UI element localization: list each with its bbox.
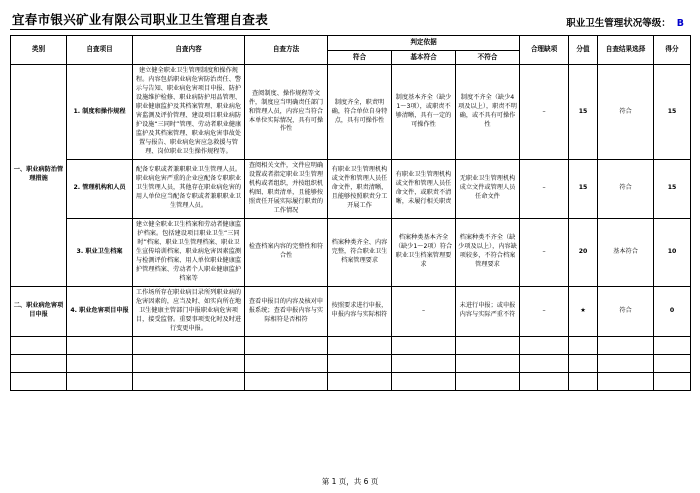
row-content: 建立健全职业卫生管理制度和操作规程。内容包括职业病危害防治责任、警示与告知、职业病危害项目申报、防护设施维护检修、职业病防护用品管理、职业健康监护及其档案管理、职业病危害监测及评价管理、建设项目职业病防护设施“三同时”管理、劳动者职业健康监护及其档案管理、职业病危害事故处置与报告、职业病危害应急救援与管理、岗位职业卫生操作规程等。 [133, 65, 245, 160]
empty-cell [328, 372, 392, 390]
page-footer: 第 1 页，共 6 页 [321, 477, 379, 486]
row-method: 查阅相关文件，文件应明确设置或者指定职业卫生管理机构或者组织，并按组织机构图、职责清单，且能够按照责任开展实际履行职责的工作情况 [245, 159, 328, 218]
table-row-empty [11, 354, 691, 372]
empty-cell [133, 354, 245, 372]
col-result-select: 自查结果选择 [598, 36, 654, 65]
empty-cell [245, 336, 328, 354]
empty-cell [11, 336, 67, 354]
col-criteria-group: 判定依据 [328, 36, 520, 51]
row-reasonable: – [520, 218, 569, 286]
empty-cell [67, 372, 133, 390]
row-content: 建立健全职业卫生档案和劳动者健康监护档案。包括建设项目职业卫生“三同时”档案、职业卫生管理档案、职业卫生宣传培训档案、职业病危害因素监测与检测评价档案、用人单位职业健康监护管理档案、劳动者个人职业健康监护档案等 [133, 218, 245, 286]
empty-cell [520, 354, 569, 372]
empty-cell [598, 354, 654, 372]
row-criteria-no: 无职业卫生管理机构成立文件或管理人员任命文件 [456, 159, 520, 218]
row-reasonable: – [520, 65, 569, 160]
self-check-table [10, 35, 691, 391]
empty-cell [569, 354, 598, 372]
row-category: 二、职业病危害项目申报 [11, 286, 67, 336]
empty-cell [598, 336, 654, 354]
empty-cell [456, 354, 520, 372]
row-final-score: 15 [654, 65, 691, 160]
row-final-score: 0 [654, 286, 691, 336]
row-final-score: 10 [654, 218, 691, 286]
page-title: 宜春市银兴矿业有限公司职业卫生管理自查表 [10, 12, 270, 30]
row-result-select[interactable]: 符合 [598, 65, 654, 160]
management-grade-value: B [676, 18, 684, 29]
row-final-score: 15 [654, 159, 691, 218]
col-final-score: 得分 [654, 36, 691, 65]
row-criteria-ok: 制度齐全，职责明确，符合单位自身特点，具有可操作性 [328, 65, 392, 160]
empty-cell [328, 354, 392, 372]
empty-cell [328, 336, 392, 354]
empty-cell [67, 354, 133, 372]
empty-cell [654, 372, 691, 390]
empty-cell [67, 336, 133, 354]
empty-cell [598, 372, 654, 390]
empty-cell [654, 336, 691, 354]
row-criteria-no: 未进行申报；或申报内容与实际严重不符 [456, 286, 520, 336]
row-criteria-basic: 档案种类基本齐全（缺少1～2项）符合职业卫生档案管理要求 [392, 218, 456, 286]
col-criteria-no: 不符合 [456, 50, 520, 65]
empty-cell [456, 372, 520, 390]
empty-cell [569, 372, 598, 390]
empty-cell [245, 372, 328, 390]
row-score: 15 [569, 159, 598, 218]
row-method: 查看申报目的内容及核对申报系统；查看申报内容与实际相符是否相符 [245, 286, 328, 336]
table-row [11, 65, 691, 160]
row-result-select[interactable]: 符合 [598, 286, 654, 336]
col-self-check-content: 自查内容 [133, 36, 245, 65]
row-criteria-basic: 有职业卫生管理机构或文件和管理人员任命文件，或职责不清晰，未履行相关职责 [392, 159, 456, 218]
col-category: 类别 [11, 36, 67, 65]
row-score: 20 [569, 218, 598, 286]
row-category: 一、职业病防治管理措施 [11, 65, 67, 287]
management-grade [566, 17, 690, 30]
col-self-check-item: 自查项目 [67, 36, 133, 65]
row-item: 3. 职业卫生档案 [67, 218, 133, 286]
row-criteria-basic: – [392, 286, 456, 336]
row-score: ★ [569, 286, 598, 336]
empty-cell [133, 372, 245, 390]
row-result-select[interactable]: 符合 [598, 159, 654, 218]
empty-cell [456, 336, 520, 354]
empty-cell [654, 354, 691, 372]
table-row [11, 286, 691, 336]
empty-cell [133, 336, 245, 354]
empty-cell [392, 372, 456, 390]
col-self-check-method: 自查方法 [245, 36, 328, 65]
row-reasonable: – [520, 286, 569, 336]
row-criteria-no: 档案种类不齐全（缺少项及以上），内容缺项较多，不符合档案管理要求 [456, 218, 520, 286]
row-criteria-ok: 档案种类齐全、内容完整，符合职业卫生档案管理要求 [328, 218, 392, 286]
row-content: 配备专职或者兼职职业卫生管理人员。职业病危害严重的企业应配备专职职业卫生管理人员，其他存在职业病危害的用人单位应当配备专职或者兼职职业卫生管理人员。 [133, 159, 245, 218]
row-result-select[interactable]: 基本符合 [598, 218, 654, 286]
empty-cell [520, 336, 569, 354]
table-header-row-1 [11, 36, 691, 51]
col-reasonable-missing: 合理缺项 [520, 36, 569, 65]
col-score: 分值 [569, 36, 598, 65]
row-method: 检查档案内容的完整性和符合性 [245, 218, 328, 286]
row-criteria-no: 制度不齐全（缺少4项及以上），职责不明确，或不具有可操作性 [456, 65, 520, 160]
row-content: 工作场所存在职业病目录所列职业病的危害因素的，应当及时、如实向所在地卫生健康主管部门申报职业病危害项目，接受监督。重要事项变化时及时进行变更申报。 [133, 286, 245, 336]
table-row-empty [11, 372, 691, 390]
document-header [10, 8, 690, 30]
col-criteria-basic: 基本符合 [392, 50, 456, 65]
table-row [11, 159, 691, 218]
empty-cell [569, 336, 598, 354]
row-criteria-ok: 有职业卫生管理机构或文件和管理人员任命文件，职责清晰，且能够按照职责分工开展工作 [328, 159, 392, 218]
row-item: 4. 职业危害项目申报 [67, 286, 133, 336]
empty-cell [392, 336, 456, 354]
row-criteria-basic: 制度基本齐全（缺少1～3项），或职责不够清晰，具有一定的可操作性 [392, 65, 456, 160]
col-criteria-ok: 符合 [328, 50, 392, 65]
row-criteria-ok: 按照要求进行申报，申报内容与实际相符 [328, 286, 392, 336]
row-reasonable: – [520, 159, 569, 218]
row-item: 2. 管理机构和人员 [67, 159, 133, 218]
table-row [11, 218, 691, 286]
empty-cell [245, 354, 328, 372]
empty-cell [520, 372, 569, 390]
empty-cell [11, 372, 67, 390]
row-method: 查阅制度、操作规程等文件，制度应当明确责任部门和管理人员，内容应当符合本单位实际情况，具有可操作性 [245, 65, 328, 160]
row-score: 15 [569, 65, 598, 160]
empty-cell [392, 354, 456, 372]
empty-cell [11, 354, 67, 372]
row-item: 1. 制度和操作规程 [67, 65, 133, 160]
management-grade-label: 职业卫生管理状况等级： [566, 18, 671, 29]
table-row-empty [11, 336, 691, 354]
